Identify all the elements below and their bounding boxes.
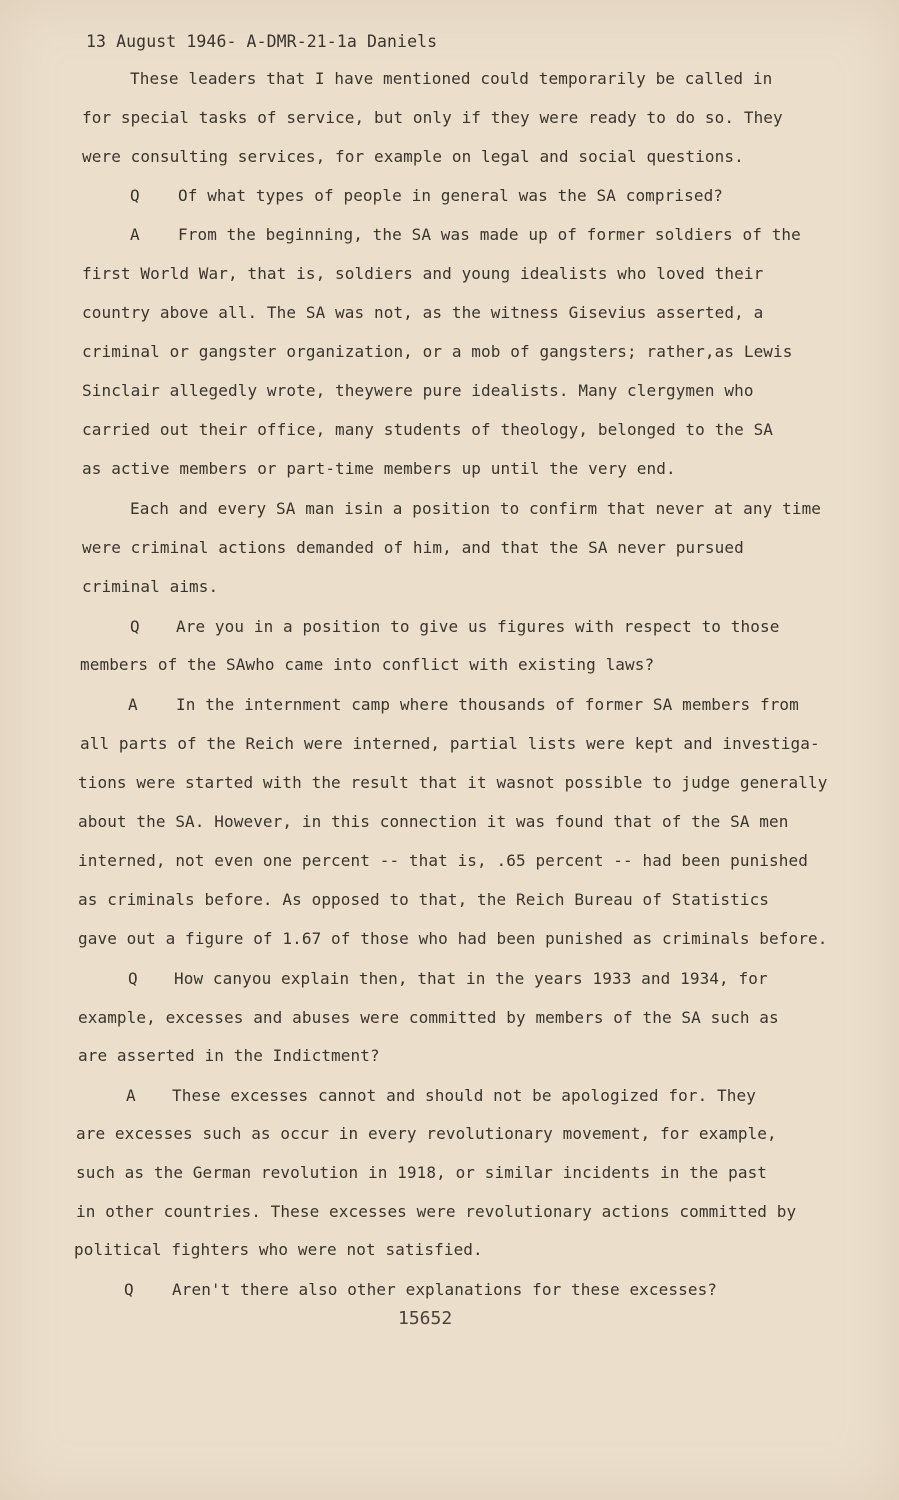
text-line: example, excesses and abuses were committed by members of the SA such as bbox=[78, 1008, 779, 1027]
text-line: From the beginning, the SA was made up of former soldiers of the bbox=[178, 225, 801, 244]
speaker-label: A bbox=[128, 695, 138, 714]
text-line: for special tasks of service, but only if they were ready to do so. They bbox=[82, 108, 783, 127]
text-line: are asserted in the Indictment? bbox=[78, 1046, 380, 1065]
text-line: as active members or part-time members up until the very end. bbox=[82, 459, 676, 478]
text-line: These leaders that I have mentioned could temporarily be called in bbox=[130, 69, 773, 88]
text-line: about the SA. However, in this connection it was found that of the SA men bbox=[78, 812, 789, 831]
speaker-label: A bbox=[130, 225, 140, 244]
text-line: such as the German revolution in 1918, or similar incidents in the past bbox=[76, 1163, 768, 1182]
text-line: criminal aims. bbox=[82, 577, 219, 596]
page-number: 15652 bbox=[398, 1308, 453, 1329]
text-line: country above all. The SA was not, as the witness Gisevius asserted, a bbox=[82, 303, 764, 322]
speaker-label: A bbox=[126, 1086, 136, 1105]
speaker-label: Q bbox=[130, 617, 140, 636]
text-line: Aren't there also other explanations for these excesses? bbox=[172, 1280, 718, 1299]
text-line: How canyou explain then, that in the years 1933 and 1934, for bbox=[174, 969, 768, 988]
text-line: were consulting services, for example on legal and social questions. bbox=[82, 147, 744, 166]
text-line: criminal or gangster organization, or a mob of gangsters; rather,as Lewis bbox=[82, 342, 793, 361]
text-line: members of the SAwho came into conflict with existing laws? bbox=[80, 655, 655, 674]
text-line: Of what types of people in general was the SA comprised? bbox=[178, 186, 724, 205]
text-line: Sinclair allegedly wrote, theywere pure idealists. Many clergymen who bbox=[82, 381, 754, 400]
text-line: political fighters who were not satisfied. bbox=[74, 1240, 483, 1259]
text-line: Each and every SA man isin a position to confirm that never at any time bbox=[130, 499, 822, 518]
text-line: were criminal actions demanded of him, and that the SA never pursued bbox=[82, 538, 744, 557]
text-line: gave out a figure of 1.67 of those who had been punished as criminals before. bbox=[78, 929, 828, 948]
text-line: first World War, that is, soldiers and young idealists who loved their bbox=[82, 264, 764, 283]
text-line: in other countries. These excesses were revolutionary actions committed by bbox=[76, 1202, 797, 1221]
text-line: interned, not even one percent -- that is, .65 percent -- had been punished bbox=[78, 851, 808, 870]
text-line: Are you in a position to give us figures with respect to those bbox=[176, 617, 780, 636]
speaker-label: Q bbox=[124, 1280, 134, 1299]
text-line: all parts of the Reich were interned, partial lists were kept and investiga- bbox=[80, 734, 820, 753]
document-header: 13 August 1946- A-DMR-21-1a Daniels bbox=[86, 32, 438, 51]
text-line: are excesses such as occur in every revolutionary movement, for example, bbox=[76, 1124, 777, 1143]
speaker-label: Q bbox=[128, 969, 138, 988]
speaker-label: Q bbox=[130, 186, 140, 205]
text-line: carried out their office, many students of theology, belonged to the SA bbox=[82, 420, 774, 439]
text-line: tions were started with the result that it wasnot possible to judge generally bbox=[78, 773, 828, 792]
text-line: as criminals before. As opposed to that, the Reich Bureau of Statistics bbox=[78, 890, 770, 909]
text-line: In the internment camp where thousands of former SA members from bbox=[176, 695, 799, 714]
text-line: These excesses cannot and should not be apologized for. They bbox=[172, 1086, 756, 1105]
